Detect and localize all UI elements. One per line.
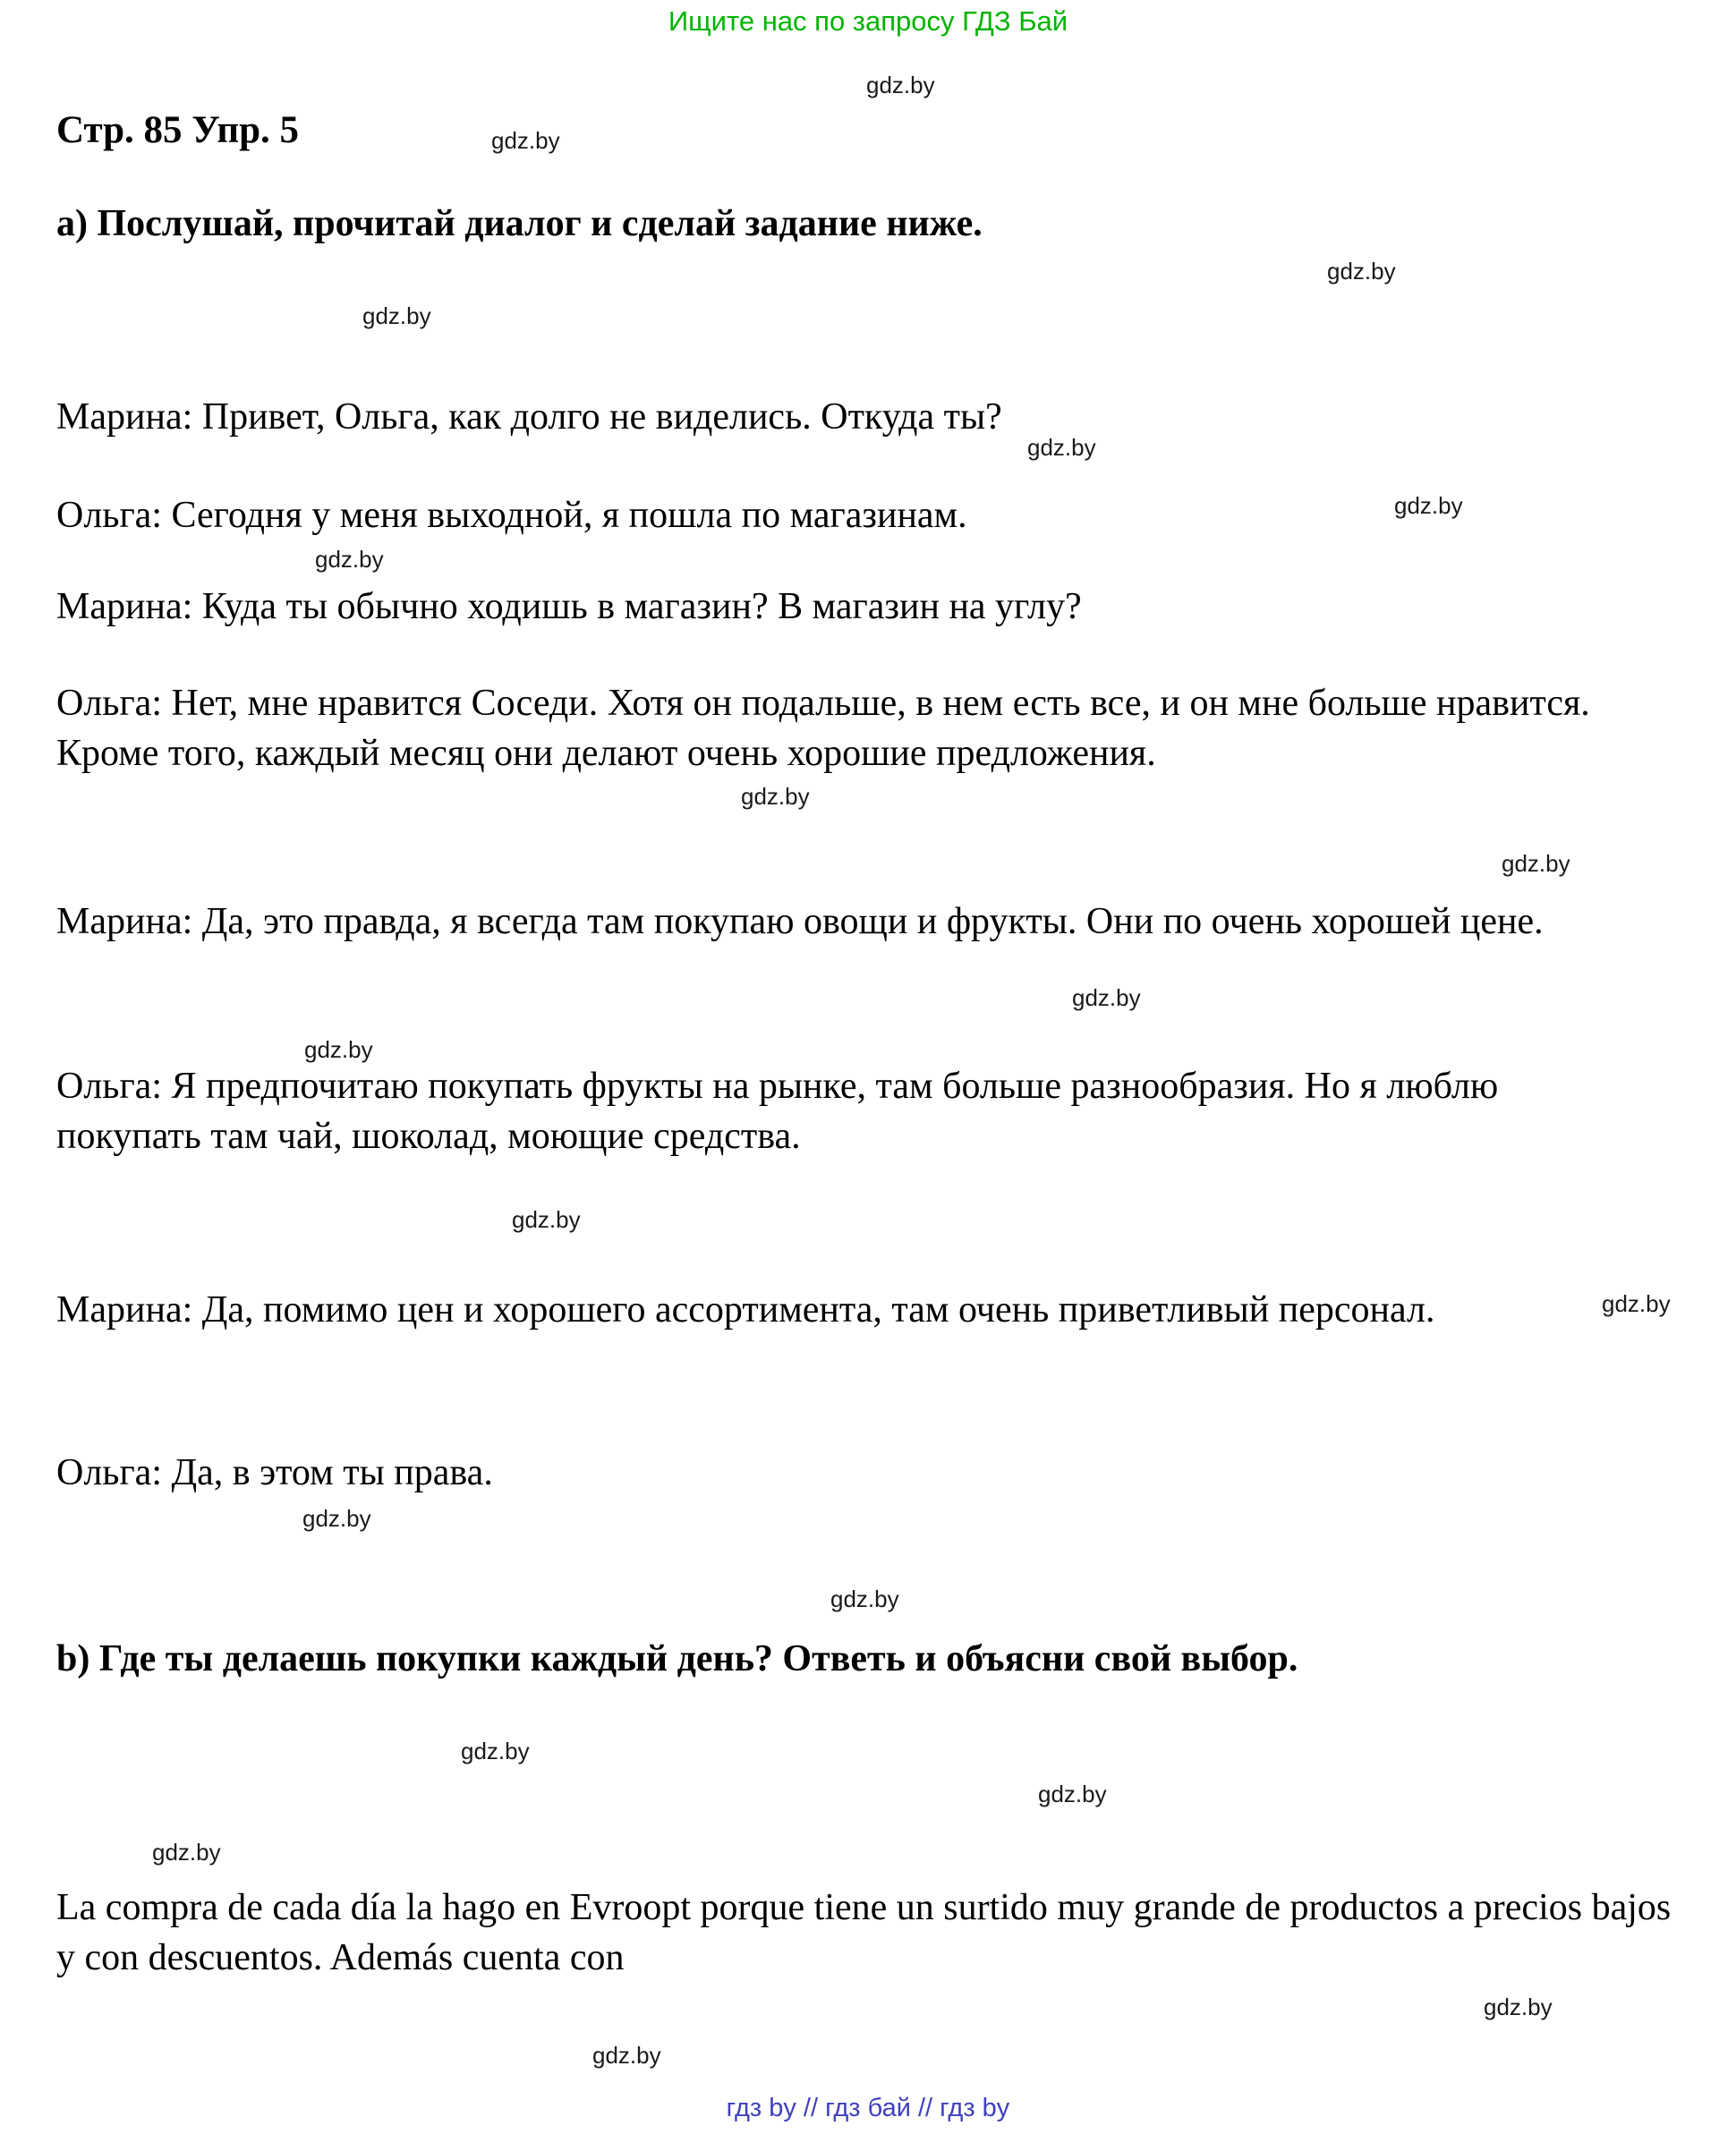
dialog-line-olga-3: Ольга: Я предпочитаю покупать фрукты на рынке, там больше разнообразия. Но я люблю покупать там чай, шоколад, моющие средства. xyxy=(56,1066,1499,1157)
page-heading: Стр. 85 Упр. 5 xyxy=(56,109,300,151)
gdzby-watermark: gdz.by xyxy=(152,1839,221,1866)
dialog-line-marina-3: Марина: Да, это правда, я всегда там покупаю овощи и фрукты. Они по очень хорошей цене. xyxy=(56,901,1544,942)
dialog-line-olga-1: Ольга: Сегодня у меня выходной, я пошла по магазинам. xyxy=(56,495,967,536)
gdzby-watermark: gdz.by xyxy=(1484,1994,1553,2020)
gdzby-watermark: gdz.by xyxy=(461,1738,530,1764)
gdzby-watermark: gdz.by xyxy=(1027,434,1096,461)
dialog-line-marina-2: Марина: Куда ты обычно ходишь в магазин? В магазин на углу? xyxy=(56,586,1082,627)
dialog-line-marina-4: Марина: Да, помимо цен и хорошего ассортимента, там очень приветливый персонал. xyxy=(56,1289,1435,1331)
answer-paragraph: La compra de cada día la hago en Evroopt porque tiene un surtido muy grande de productos a precios bajos y con descuentos. Además cuenta con xyxy=(56,1887,1672,1978)
gdzby-watermark: gdz.by xyxy=(830,1586,899,1612)
dialog-line-marina-1: Марина: Привет, Ольга, как долго не виделись. Откуда ты? xyxy=(56,396,1002,438)
gdzby-watermark: gdz.by xyxy=(362,302,431,329)
gdzby-watermark: gdz.by xyxy=(1038,1781,1107,1807)
dialog-line-olga-2: Ольга: Нет, мне нравится Соседи. Хотя он подальше, в нем есть все, и он мне больше нравится. Кроме того, каждый месяц они делают очень хорошие предложения. xyxy=(56,683,1590,774)
footer-links: гдз by // гдз бай // гдз by xyxy=(726,2094,1010,2122)
gdzby-watermark: gdz.by xyxy=(512,1206,581,1233)
gdzby-watermark: gdz.by xyxy=(304,1036,373,1063)
dialog-line-olga-4: Ольга: Да, в этом ты права. xyxy=(56,1452,493,1493)
gdzby-watermark: gdz.by xyxy=(491,127,560,154)
task-a-heading: а) Послушай, прочитай диалог и сделай задание ниже. xyxy=(56,203,983,244)
gdzby-watermark: gdz.by xyxy=(1327,258,1396,285)
gdzby-watermark: gdz.by xyxy=(741,783,810,810)
gdzby-watermark: gdz.by xyxy=(866,72,935,98)
gdzby-watermark: gdz.by xyxy=(1394,492,1463,519)
gdzby-watermark: gdz.by xyxy=(592,2042,661,2069)
gdzby-watermark: gdz.by xyxy=(1602,1290,1671,1317)
gdzby-watermark: gdz.by xyxy=(1502,850,1570,877)
gdzby-watermark: gdz.by xyxy=(315,546,384,573)
gdzby-watermark: gdz.by xyxy=(1072,984,1141,1011)
gdzby-watermark: gdz.by xyxy=(302,1505,371,1532)
task-b-heading: b) Где ты делаешь покупки каждый день? Ответь и объясни свой выбор. xyxy=(56,1638,1298,1679)
promo-banner: Ищите нас по запросу ГДЗ Бай xyxy=(668,5,1068,37)
